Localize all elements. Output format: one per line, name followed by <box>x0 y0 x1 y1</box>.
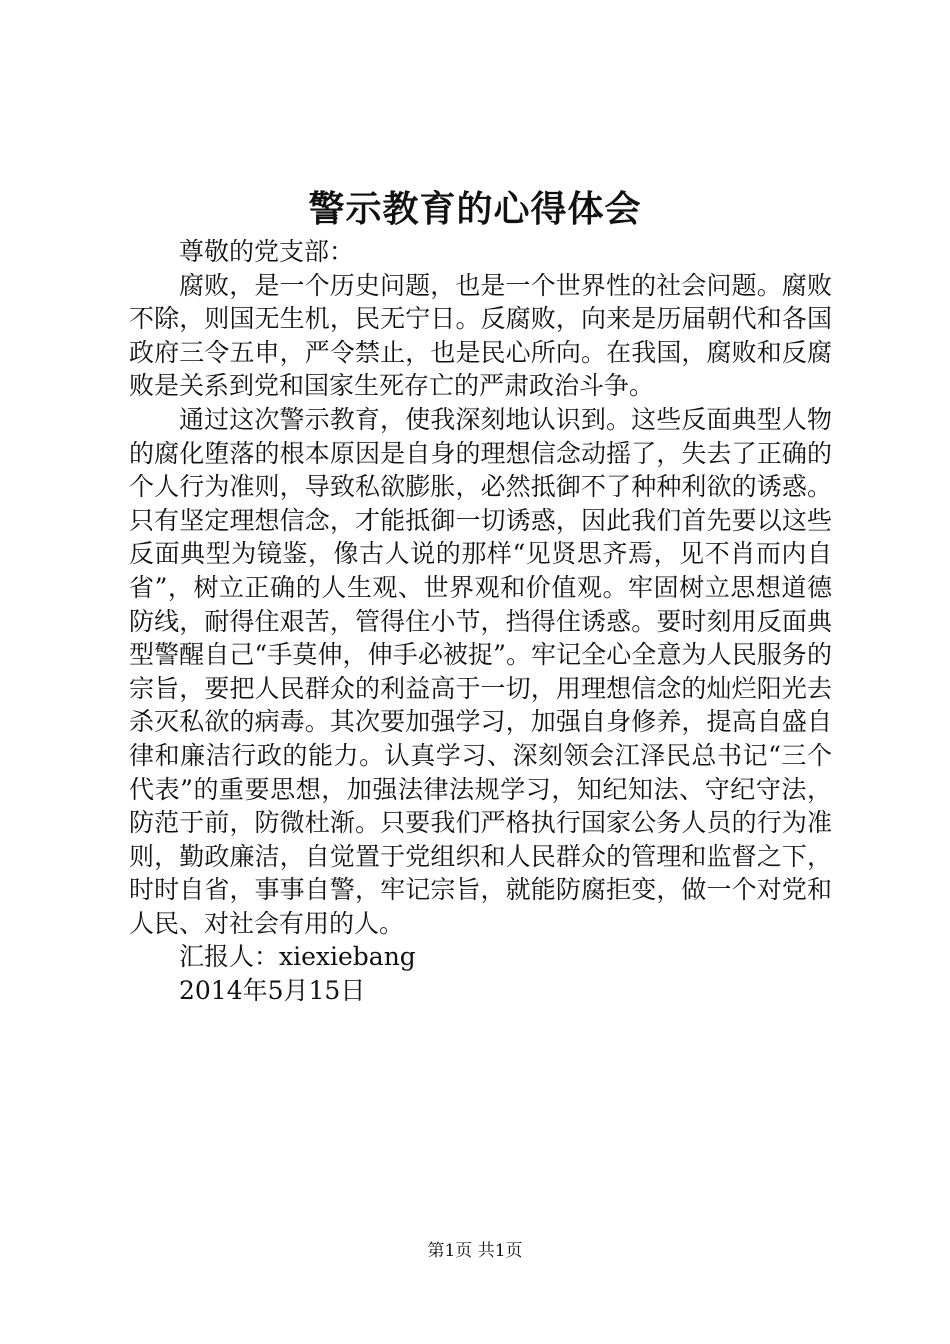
document-body <box>129 235 832 1008</box>
page-footer: 第1页 共1页 <box>427 1241 523 1261</box>
salutation: 尊敬的党支部： <box>179 237 355 266</box>
paragraph-2: 通过这次警示教育，使我深刻地认识到。这些反面典型人物的腐化堕落的根本原因是自身的理想信念动摇了，失去了正确的个人行为准则，导致私欲膨胀，必然抵御不了种种利欲的诱惑。只有坚定理想信念，才能抵御一切诱惑，因此我们首先要以这些反面典型为镜鉴，像古人说的那样“见贤思齐焉，见不肖而内自省”，树立正确的人生观、世界观和价值观。牢固树立思想道德防线，耐得住艰苦，管得住小节，挡得住诱惑。要时刻用反面典型警醒自己“手莫伸，伸手必被捉”。牢记全心全意为人民服务的宗旨，要把人民群众的利益高于一切，用理想信念的灿烂阳光去杀灭私欲的病毒。其次要加强学习，加强自身修养，提高自盛自律和廉洁行政的能力。认真学习、深刻领会江泽民总书记“三个代表”的重要思想，加强法律法规学习，知纪知法、守纪守法，防范于前，防微杜渐。只要我们严格执行国家公务人员的行为准则，勤政廉洁，自觉置于党组织和人民群众的管理和监督之下，时时自省，事事自警，牢记宗旨，就能防腐拒变，做一个对党和人民、对社会有用的人。 <box>129 404 832 938</box>
signature: 汇报人：xiexiebang <box>179 942 416 972</box>
document-title: 警示教育的心得体会 <box>308 188 642 230</box>
paragraph-1: 腐败，是一个历史问题，也是一个世界性的社会问题。腐败不除，则国无生机，民无宁日。反腐败，向来是历届朝代和各国政府三令五申，严令禁止，也是民心所向。在我国，腐败和反腐败是关系到党和国家生死存亡的严肃政治斗争。 <box>129 270 832 401</box>
date: 2014年5月15日 <box>179 976 366 1006</box>
